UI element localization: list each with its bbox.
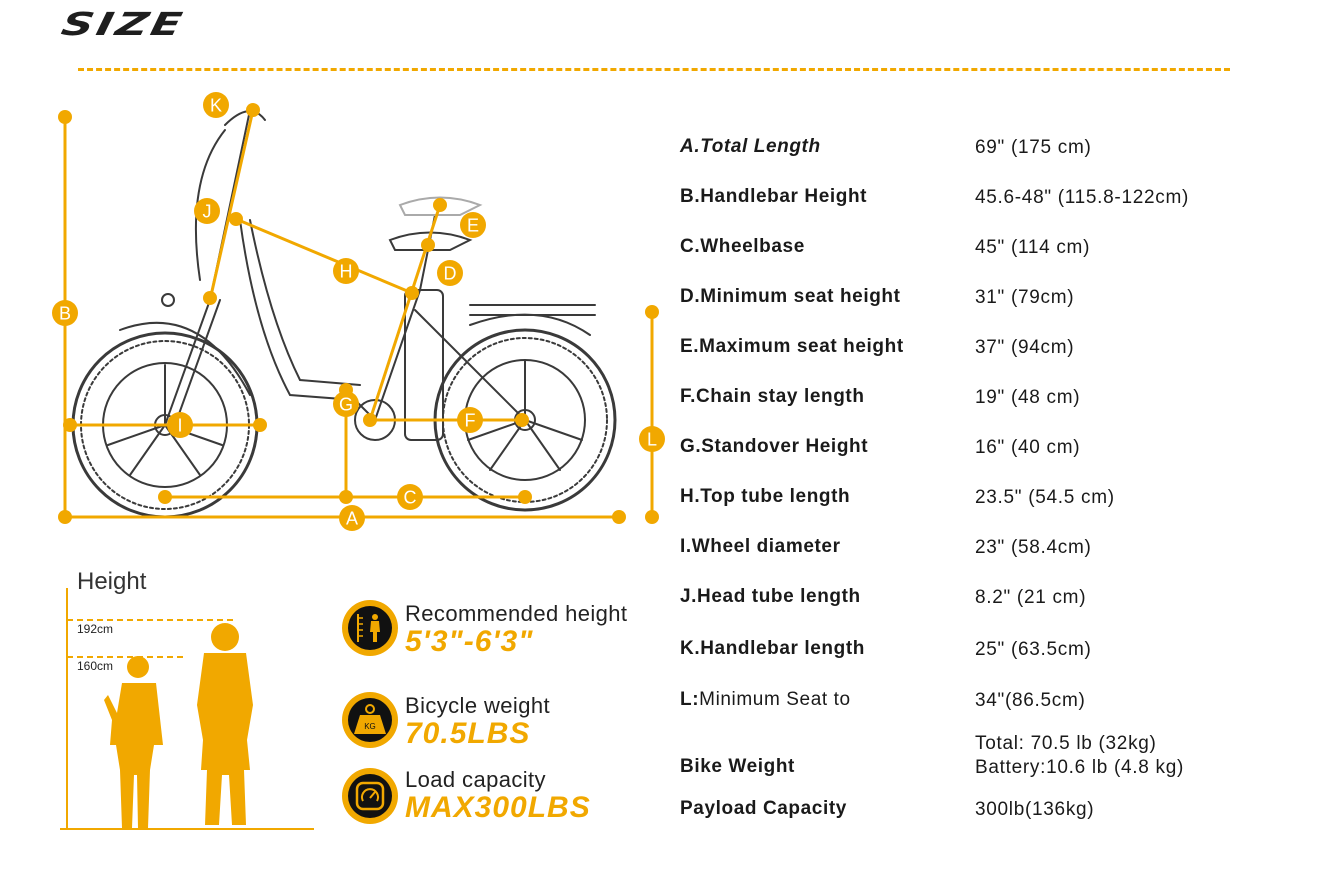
spec-label: B.Handlebar Height [680,186,868,207]
spec-label: Bike Weight [680,756,795,777]
spec-value: 69" (175 cm) [975,137,1092,158]
spec-label: H.Top tube length [680,486,851,507]
feature-label-height: Recommended height [405,601,628,626]
feature-label-weight: Bicycle weight [405,693,550,718]
spec-label: F.Chain stay length [680,386,865,407]
svg-text:A: A [345,508,359,529]
spec-value: 37" (94cm) [975,337,1075,358]
feature-value-weight: 70.5LBS [405,717,531,750]
spec-value: 34"(86.5cm) [975,690,1086,711]
spec-value: 31" (79cm) [975,287,1075,308]
size-logo: SIZE [58,6,189,43]
height-ruler-icon [342,600,398,656]
svg-text:C: C [403,487,417,508]
svg-text:L: L [646,429,658,450]
spec-label: A.Total Length [680,136,821,157]
spec-label: C.Wheelbase [680,236,805,257]
spec-label: G.Standover Height [680,436,869,457]
spec-label: D.Minimum seat height [680,286,901,307]
person-tall-icon [197,623,253,825]
spec-label: I.Wheel diameter [680,536,841,557]
gauge-icon [342,768,398,824]
spec-label: E.Maximum seat height [680,336,904,357]
spec-value: 45.6-48" (115.8-122cm) [975,187,1190,208]
spec-value: 300lb(136kg) [975,799,1095,820]
svg-text:D: D [443,263,457,284]
spec-label: L:Minimum Seat to [680,689,851,710]
svg-text:B: B [58,303,72,324]
spec-value: 23" (58.4cm) [975,537,1092,558]
svg-text:H: H [339,261,353,282]
spec-label: J.Head tube length [680,586,861,607]
spec-value: 25" (63.5cm) [975,639,1092,660]
svg-text:I: I [177,415,183,436]
spec-value: 8.2" (21 cm) [975,587,1087,608]
weight-kg-icon-text: KG [364,722,376,731]
spec-value: Total: 70.5 lb (32kg) Battery:10.6 lb (4.8 kg) [975,733,1185,778]
spec-label: K.Handlebar length [680,638,865,659]
spec-value: 19" (48 cm) [975,387,1081,408]
person-small-icon [104,656,163,828]
spec-label: Payload Capacity [680,798,847,819]
spec-value: 23.5" (54.5 cm) [975,487,1115,508]
svg-text:G: G [338,394,354,415]
tick-label-160: 160cm [77,659,114,673]
svg-text:J: J [202,201,212,222]
feature-value-height: 5'3"-6'3" [405,625,534,658]
weight-kg-icon [342,692,398,748]
feature-value-load: MAX300LBS [405,791,591,824]
svg-text:F: F [464,410,476,431]
spec-value: 16" (40 cm) [975,437,1081,458]
feature-label-load: Load capacity [405,767,546,792]
spec-value: 45" (114 cm) [975,237,1091,258]
svg-text:E: E [466,215,480,236]
svg-text:K: K [209,95,223,116]
height-chart-title: Height [77,568,147,595]
tick-label-192: 192cm [77,622,114,636]
